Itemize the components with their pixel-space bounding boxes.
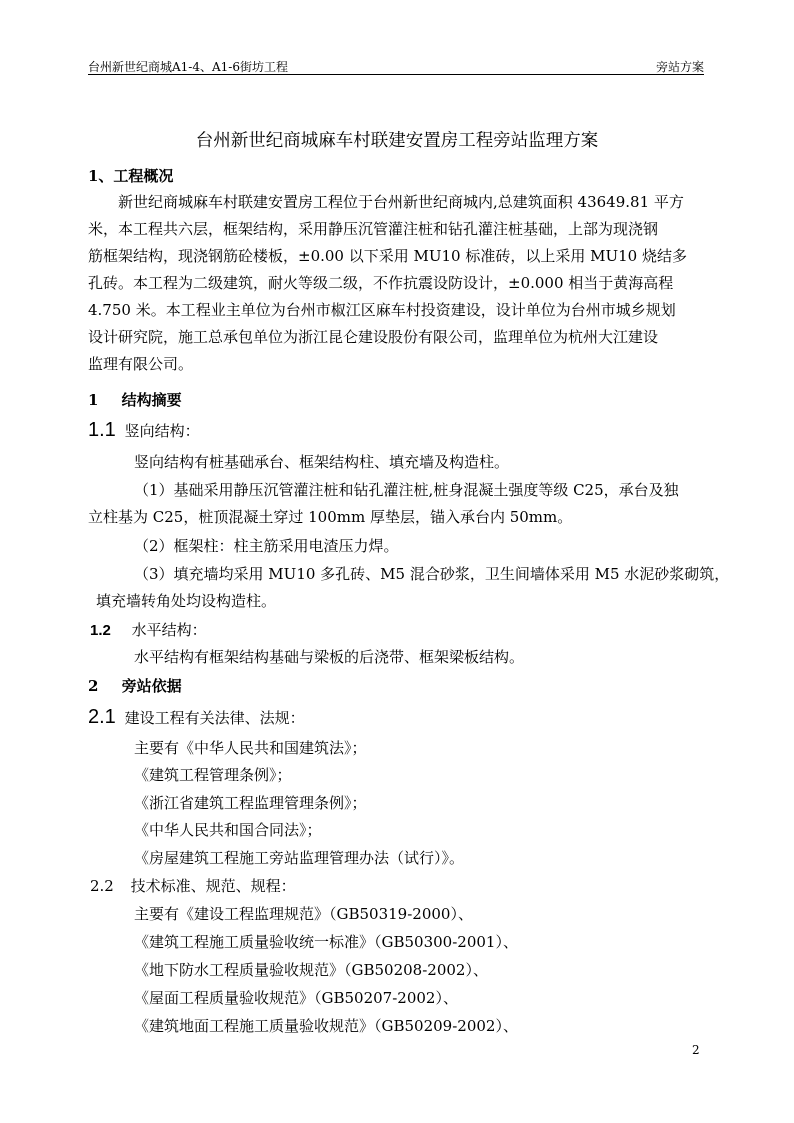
document-title: 台州新世纪商城麻车村联建安置房工程旁站监理方案 (195, 131, 599, 151)
overview-line-3: 筋框架结构，现浇钢筋砼楼板，±0.00 以下采用 MU10 标准砖，以上采用 MU10 烧结多 (88, 247, 687, 265)
standard-item-4: 《屋面工程质量验收规范》（GB50207-2002）、 (134, 989, 458, 1007)
section-3-title: 旁站依据 (121, 677, 182, 695)
section-2-heading (88, 390, 182, 410)
section-2-2-title: 技术标准、规范、规程： (130, 877, 296, 895)
section-2-1-number: 2.1 (88, 706, 116, 728)
standard-item-5: 《建筑地面工程施工质量验收规范》（GB50209-2002）、 (134, 1017, 518, 1035)
section-1-1-title: 竖向结构： (124, 422, 200, 440)
overview-line-2: 米，本工程共六层，框架结构，采用静压沉管灌注桩和钻孔灌注桩基础，上部为现浇钢 (88, 220, 659, 238)
vertical-item-1a: （1）基础采用静压沉管灌注桩和钻孔灌注桩,桩身混凝土强度等级 C25，承台及独 (134, 481, 679, 499)
overview-line-1: 新世纪商城麻车村联建安置房工程位于台州新世纪商城内,总建筑面积 43649.81 平方 (118, 193, 684, 211)
standard-item-2: 《建筑工程施工质量验收统一标准》（GB50300-2001）、 (134, 933, 518, 951)
section-1-2-heading (90, 620, 207, 641)
horizontal-intro: 水平结构有框架结构基础与梁板的后浇带、框架梁板结构。 (134, 648, 525, 666)
header-project-name: 台州新世纪商城A1-4、A1-6街坊工程 (88, 60, 288, 74)
section-2-1-heading (88, 707, 305, 728)
law-item-5: 《房屋建筑工程施工旁站监理管理办法（试行）》。 (134, 849, 465, 867)
law-item-3: 《浙江省建筑工程监理管理条例》； (134, 794, 367, 812)
section-2-number: 1 (88, 391, 99, 409)
vertical-item-1b: 立柱基为 C25，桩顶混凝土穿过 100mm 厚垫层，锚入承台内 50mm。 (88, 508, 573, 526)
standard-item-3: 《地下防水工程质量验收规范》（GB50208-2002）、 (134, 961, 488, 979)
section-3-heading (88, 676, 182, 696)
section-2-title: 结构摘要 (121, 391, 182, 409)
header-doc-type: 旁站方案 (655, 60, 704, 74)
law-item-1: 主要有《中华人民共和国建筑法》； (134, 739, 367, 757)
section-3-number: 2 (88, 677, 99, 695)
overview-line-6: 设计研究院，施工总承包单位为浙江昆仑建设股份有限公司，监理单位为杭州大江建设 (88, 328, 659, 346)
section-1-2-title: 水平结构： (131, 621, 207, 639)
section-2-1-title: 建设工程有关法律、法规： (124, 709, 305, 727)
vertical-item-3b: 填充墙转角处均设构造柱。 (96, 592, 277, 610)
vertical-item-3a: （3）填充墙均采用 MU10 多孔砖、M5 混合砂浆，卫生间墙体采用 M5 水泥砂浆砌筑， (134, 565, 730, 583)
section-2-2-heading (90, 876, 296, 896)
law-item-2: 《建筑工程管理条例》； (134, 766, 292, 784)
section-1-heading: 1、工程概况 (88, 167, 174, 185)
overview-line-5: 4.750 米。本工程业主单位为台州市椒江区麻车村投资建设，设计单位为台州市城乡规划 (88, 301, 676, 319)
section-2-2-number: 2.2 (90, 877, 114, 895)
section-1-1-heading (88, 420, 200, 441)
page-header (88, 58, 704, 75)
vertical-item-2: （2）框架柱：柱主筋采用电渣压力焊。 (134, 537, 399, 555)
page-number: 2 (692, 1043, 700, 1057)
vertical-intro: 竖向结构有桩基础承台、框架结构柱、填充墙及构造柱。 (134, 453, 510, 471)
standard-item-1: 主要有《建设工程监理规范》（GB50319-2000）、 (134, 905, 473, 923)
law-item-4: 《中华人民共和国合同法》； (134, 821, 322, 839)
overview-line-4: 孔砖。本工程为二级建筑，耐火等级二级，不作抗震设防设计，±0.000 相当于黄海高程 (88, 274, 674, 292)
section-1-1-number: 1.1 (88, 419, 116, 441)
section-1-2-number: 1.2 (90, 622, 111, 639)
overview-line-7: 监理有限公司。 (88, 355, 194, 373)
